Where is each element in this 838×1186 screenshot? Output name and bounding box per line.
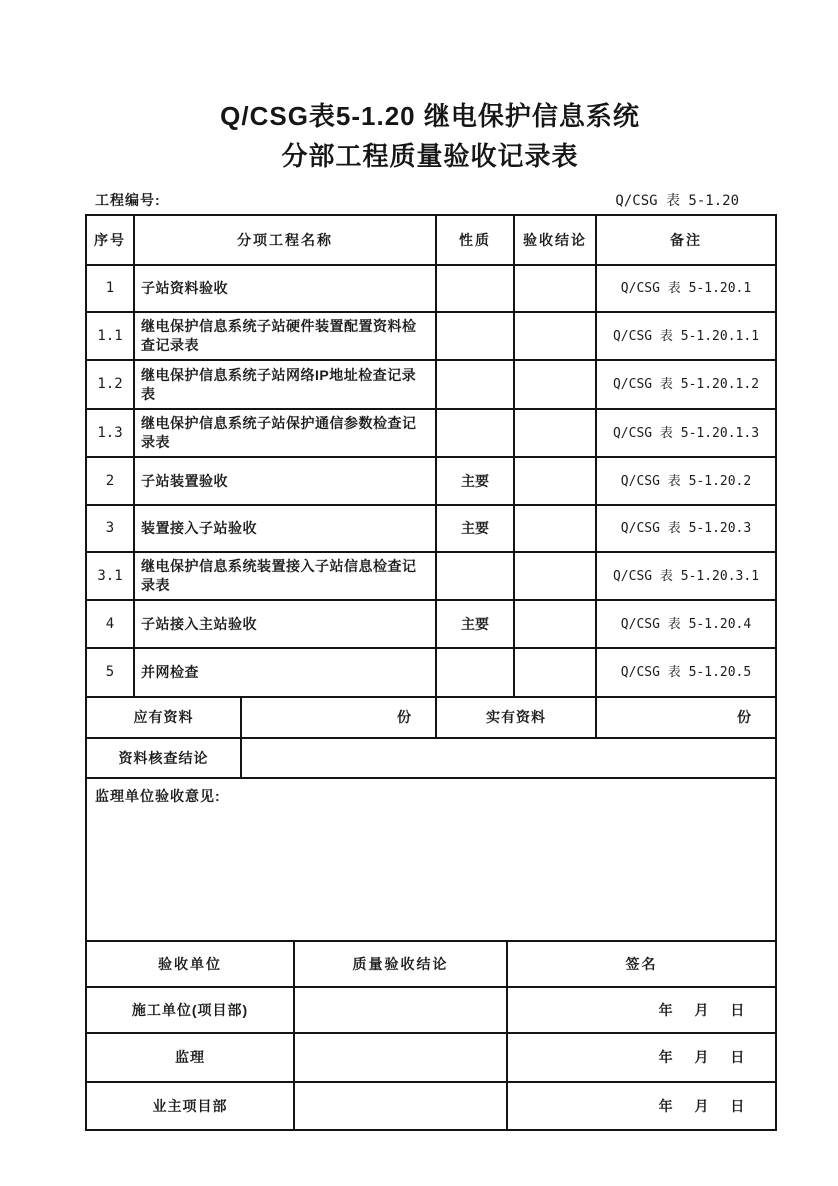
row-conclusion (514, 312, 596, 360)
supervisor-opinion-cell: 监理单位验收意见: (86, 778, 776, 941)
signature-date-cell: 年 月 日 (507, 1082, 776, 1130)
row-conclusion (514, 409, 596, 457)
header-signature: 签名 (507, 941, 776, 987)
docs-check-label: 资料核查结论 (86, 738, 241, 778)
row-conclusion (514, 265, 596, 312)
required-docs-label: 应有资料 (86, 697, 241, 738)
row-no: 1.2 (86, 360, 134, 409)
header-remark: 备注 (596, 215, 776, 265)
row-remark: Q/CSG 表 5-1.20.1.1 (596, 312, 776, 360)
table-row (86, 409, 776, 457)
table-row (86, 457, 776, 505)
quality-conclusion-cell (294, 987, 507, 1033)
project-number-label: 工程编号: (95, 192, 161, 208)
row-remark: Q/CSG 表 5-1.20.5 (596, 648, 776, 697)
table-row (86, 600, 776, 648)
table-row (86, 552, 776, 600)
row-name: 子站接入主站验收 (134, 600, 436, 648)
row-nature (436, 648, 514, 697)
row-conclusion (514, 648, 596, 697)
row-no: 3 (86, 505, 134, 552)
table-row (86, 505, 776, 552)
title-block (85, 0, 775, 176)
row-no: 4 (86, 600, 134, 648)
documents-count-row (86, 697, 776, 738)
row-name: 继电保护信息系统子站硬件装置配置资料检查记录表 (134, 312, 436, 360)
row-no: 1.1 (86, 312, 134, 360)
row-conclusion (514, 552, 596, 600)
form-code: Q/CSG 表 5-1.20 (615, 193, 739, 209)
row-conclusion (514, 600, 596, 648)
table-row (86, 312, 776, 360)
row-nature: 主要 (436, 457, 514, 505)
signature-date-cell: 年 月 日 (507, 987, 776, 1033)
row-remark: Q/CSG 表 5-1.20.1.3 (596, 409, 776, 457)
page-subtitle: 分部工程质量验收记录表 (281, 141, 579, 171)
header-conclusion: 验收结论 (514, 215, 596, 265)
row-no: 5 (86, 648, 134, 697)
row-nature (436, 312, 514, 360)
header-nature: 性质 (436, 215, 514, 265)
row-nature: 主要 (436, 600, 514, 648)
table-row (86, 360, 776, 409)
signature-table (85, 940, 777, 1131)
row-nature (436, 265, 514, 312)
table-row (86, 265, 776, 312)
row-conclusion (514, 505, 596, 552)
row-name: 继电保护信息系统装置接入子站信息检查记录表 (134, 552, 436, 600)
quality-conclusion-cell (294, 1082, 507, 1130)
row-name: 装置接入子站验收 (134, 505, 436, 552)
docs-check-value-cell (241, 738, 776, 778)
signature-date-cell: 年 月 日 (507, 1033, 776, 1082)
meta-row (85, 184, 775, 210)
row-no: 1 (86, 265, 134, 312)
row-nature (436, 552, 514, 600)
row-remark: Q/CSG 表 5-1.20.1.2 (596, 360, 776, 409)
table-header-row (86, 215, 776, 265)
acceptance-table (85, 214, 777, 942)
row-remark: Q/CSG 表 5-1.20.3 (596, 505, 776, 552)
row-name: 子站装置验收 (134, 457, 436, 505)
header-no: 序号 (86, 215, 134, 265)
row-name: 继电保护信息系统子站保护通信参数检查记录表 (134, 409, 436, 457)
row-conclusion (514, 360, 596, 409)
row-name: 继电保护信息系统子站网络IP地址检查记录表 (134, 360, 436, 409)
docs-check-row (86, 738, 776, 778)
row-conclusion (514, 457, 596, 505)
header-quality-conclusion: 质量验收结论 (294, 941, 507, 987)
quality-conclusion-cell (294, 1033, 507, 1082)
row-no: 3.1 (86, 552, 134, 600)
signature-row-construction (86, 987, 776, 1033)
required-docs-count-cell: 份 (241, 697, 436, 738)
row-nature (436, 360, 514, 409)
header-acceptance-unit: 验收单位 (86, 941, 294, 987)
row-remark: Q/CSG 表 5-1.20.4 (596, 600, 776, 648)
supervisor-opinion-row (86, 778, 776, 941)
actual-docs-count-cell: 份 (596, 697, 776, 738)
actual-docs-label: 实有资料 (436, 697, 596, 738)
row-no: 1.3 (86, 409, 134, 457)
row-nature: 主要 (436, 505, 514, 552)
signature-row-owner (86, 1082, 776, 1130)
row-name: 子站资料验收 (134, 265, 436, 312)
row-remark: Q/CSG 表 5-1.20.3.1 (596, 552, 776, 600)
row-name: 并网检查 (134, 648, 436, 697)
signature-header-row (86, 941, 776, 987)
row-remark: Q/CSG 表 5-1.20.1 (596, 265, 776, 312)
unit-name: 业主项目部 (86, 1082, 294, 1130)
signature-row-supervisor (86, 1033, 776, 1082)
row-remark: Q/CSG 表 5-1.20.2 (596, 457, 776, 505)
unit-name: 施工单位(项目部) (86, 987, 294, 1033)
table-row (86, 648, 776, 697)
header-name: 分项工程名称 (134, 215, 436, 265)
row-no: 2 (86, 457, 134, 505)
unit-name: 监理 (86, 1033, 294, 1082)
page-title: Q/CSG表5-1.20 继电保护信息系统 (220, 101, 640, 131)
row-nature (436, 409, 514, 457)
